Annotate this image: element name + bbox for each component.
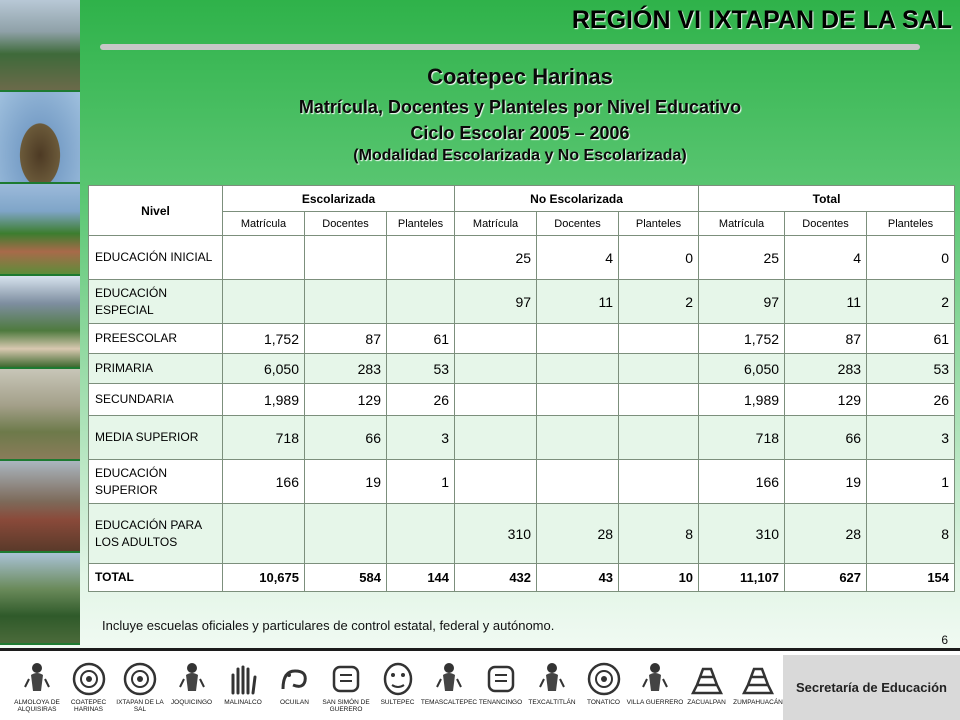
level-cell: EDUCACIÓN PARA LOS ADULTOS <box>89 504 223 564</box>
seal-icon <box>69 661 109 697</box>
seal-icon <box>584 661 624 697</box>
value-cell: 25 <box>455 236 537 280</box>
value-cell: 53 <box>387 354 455 384</box>
value-cell: 6,050 <box>223 354 305 384</box>
municipality-name: TEXCALTITLÁN <box>528 699 576 706</box>
glyph-icon <box>481 661 521 697</box>
total-label: TOTAL <box>89 564 223 592</box>
municipality-logo <box>626 661 684 706</box>
value-cell <box>537 354 619 384</box>
face-icon <box>378 661 418 697</box>
value-cell: 26 <box>867 384 955 416</box>
value-cell <box>305 504 387 564</box>
level-cell: SECUNDARIA <box>89 384 223 416</box>
value-cell: 19 <box>305 460 387 504</box>
municipality-name: TONATICO <box>587 699 620 706</box>
value-cell <box>305 236 387 280</box>
photo-strip <box>0 0 80 645</box>
value-cell <box>619 354 699 384</box>
municipality-name: TEMASCALTEPEC <box>420 699 478 706</box>
table-row <box>89 324 955 354</box>
value-cell <box>223 280 305 324</box>
value-cell <box>537 324 619 354</box>
value-cell: 1,752 <box>223 324 305 354</box>
column-header: Matrícula <box>223 212 305 236</box>
municipality-name: VILLA GUERRERO <box>626 699 684 706</box>
municipality-logo <box>523 661 581 706</box>
total-cell: 11,107 <box>699 564 785 592</box>
town-photo <box>0 276 80 368</box>
value-cell <box>619 460 699 504</box>
value-cell: 129 <box>305 384 387 416</box>
value-cell <box>387 504 455 564</box>
value-cell: 8 <box>619 504 699 564</box>
total-cell: 10 <box>619 564 699 592</box>
municipality-name: COATEPEC HARINAS <box>70 699 107 713</box>
value-cell: 718 <box>223 416 305 460</box>
figure-icon <box>17 661 57 697</box>
value-cell: 19 <box>785 460 867 504</box>
column-header: Planteles <box>387 212 455 236</box>
header-divider <box>100 44 920 50</box>
value-cell: 6,050 <box>699 354 785 384</box>
value-cell: 11 <box>785 280 867 324</box>
value-cell <box>305 280 387 324</box>
table-row <box>89 280 955 324</box>
value-cell: 66 <box>305 416 387 460</box>
value-cell: 166 <box>223 460 305 504</box>
municipality-logo <box>111 661 169 713</box>
value-cell: 97 <box>455 280 537 324</box>
value-cell: 283 <box>305 354 387 384</box>
total-cell: 10,675 <box>223 564 305 592</box>
municipality-name: SAN SIMÓN DE GUERERO <box>322 699 370 713</box>
column-header: Docentes <box>785 212 867 236</box>
municipality-name: IXTAPAN DE LA SAL <box>116 699 164 713</box>
level-cell: PRIMARIA <box>89 354 223 384</box>
group-header-total: Total <box>699 186 955 212</box>
municipality-name: ZACUALPAN <box>687 699 726 706</box>
column-header: Matrícula <box>455 212 537 236</box>
total-cell: 154 <box>867 564 955 592</box>
municipality-name: OCUILAN <box>280 699 309 706</box>
value-cell: 25 <box>699 236 785 280</box>
serpent-icon <box>275 661 315 697</box>
level-cell: PREESCOLAR <box>89 324 223 354</box>
municipality-logo <box>369 661 427 706</box>
value-cell: 28 <box>537 504 619 564</box>
level-cell: EDUCACIÓN INICIAL <box>89 236 223 280</box>
glyph-icon <box>326 661 366 697</box>
column-header: Matrícula <box>699 212 785 236</box>
municipality-logo <box>575 661 633 706</box>
value-cell: 53 <box>867 354 955 384</box>
value-cell: 4 <box>785 236 867 280</box>
value-cell: 97 <box>699 280 785 324</box>
value-cell: 283 <box>785 354 867 384</box>
landscape-photo <box>0 461 80 553</box>
modality-note: (Modalidad Escolarizada y No Escolarizada) <box>353 147 687 164</box>
value-cell: 28 <box>785 504 867 564</box>
value-cell: 87 <box>785 324 867 354</box>
figure-icon <box>172 661 212 697</box>
value-cell <box>537 460 619 504</box>
column-header: Docentes <box>537 212 619 236</box>
column-header: Docentes <box>305 212 387 236</box>
value-cell: 310 <box>699 504 785 564</box>
value-cell: 3 <box>387 416 455 460</box>
column-header: Planteles <box>867 212 955 236</box>
value-cell <box>455 416 537 460</box>
municipality-logo <box>60 661 118 713</box>
value-cell: 2 <box>619 280 699 324</box>
table-row <box>89 354 955 384</box>
value-cell: 1 <box>387 460 455 504</box>
value-cell <box>223 236 305 280</box>
municipality-name: ZUMPAHUACÁN <box>733 699 783 706</box>
value-cell: 0 <box>619 236 699 280</box>
municipality-logo <box>317 661 375 713</box>
level-cell: EDUCACIÓN SUPERIOR <box>89 460 223 504</box>
municipality-logo <box>163 661 221 706</box>
landscape-photo <box>0 553 80 645</box>
municipality-logo <box>214 661 272 706</box>
page-number: 6 <box>941 633 948 647</box>
town-photo <box>0 0 80 92</box>
level-cell: EDUCACIÓN ESPECIAL <box>89 280 223 324</box>
mountain-photo <box>0 92 80 184</box>
value-cell <box>455 324 537 354</box>
table-row <box>89 384 955 416</box>
table-body <box>89 236 955 592</box>
pyramid-icon <box>687 661 727 697</box>
value-cell: 4 <box>537 236 619 280</box>
value-cell: 718 <box>699 416 785 460</box>
table-row <box>89 504 955 564</box>
value-cell: 1,989 <box>699 384 785 416</box>
total-cell: 627 <box>785 564 867 592</box>
value-cell <box>619 384 699 416</box>
municipality-name: TENANCINGO <box>478 699 523 706</box>
municipality-logo <box>678 661 736 706</box>
seal-icon <box>120 661 160 697</box>
municipality-logo <box>420 661 478 706</box>
value-cell: 61 <box>867 324 955 354</box>
value-cell: 0 <box>867 236 955 280</box>
municipality-logo <box>472 661 530 706</box>
total-cell: 43 <box>537 564 619 592</box>
table-row <box>89 236 955 280</box>
municipality-logo <box>729 661 787 706</box>
landscape-photo <box>0 369 80 461</box>
value-cell <box>223 504 305 564</box>
total-row <box>89 564 955 592</box>
municipality-name: JOQUICINGO <box>170 699 213 706</box>
total-cell: 144 <box>387 564 455 592</box>
value-cell: 1,752 <box>699 324 785 354</box>
value-cell <box>619 416 699 460</box>
total-cell: 584 <box>305 564 387 592</box>
value-cell <box>619 324 699 354</box>
region-title: REGIÓN VI IXTAPAN DE LA SAL <box>571 6 952 34</box>
value-cell: 166 <box>699 460 785 504</box>
value-cell <box>455 460 537 504</box>
municipality-name: MALINALCO <box>224 699 262 706</box>
value-cell <box>537 416 619 460</box>
group-header-escolarizada: Escolarizada <box>223 186 455 212</box>
value-cell: 3 <box>867 416 955 460</box>
municipality-name: ALMOLOYA DE ALQUISIRAS <box>14 699 60 713</box>
school-cycle: Ciclo Escolar 2005 – 2006 <box>410 123 630 143</box>
value-cell: 1,989 <box>223 384 305 416</box>
value-cell: 2 <box>867 280 955 324</box>
group-header-no-escolarizada: No Escolarizada <box>455 186 699 212</box>
pyramid-icon <box>738 661 778 697</box>
secretaria-label: Secretaría de Educación <box>783 655 960 720</box>
figure-icon <box>532 661 572 697</box>
value-cell <box>455 354 537 384</box>
table-row <box>89 416 955 460</box>
footnote: Incluye escuelas oficiales y particulares de control estatal, federal y autónomo. <box>102 618 555 633</box>
education-table <box>88 185 955 592</box>
value-cell <box>455 384 537 416</box>
value-cell: 66 <box>785 416 867 460</box>
municipality-logo <box>266 661 324 706</box>
level-cell: MEDIA SUPERIOR <box>89 416 223 460</box>
value-cell <box>387 280 455 324</box>
value-cell: 129 <box>785 384 867 416</box>
value-cell: 61 <box>387 324 455 354</box>
column-header-level: Nivel <box>89 186 223 236</box>
table-row <box>89 460 955 504</box>
value-cell <box>537 384 619 416</box>
total-cell: 432 <box>455 564 537 592</box>
value-cell: 1 <box>867 460 955 504</box>
column-header: Planteles <box>619 212 699 236</box>
figure-icon <box>635 661 675 697</box>
page-subtitle: Matrícula, Docentes y Planteles por Nivel Educativo <box>298 97 742 117</box>
value-cell: 11 <box>537 280 619 324</box>
figure-icon <box>429 661 469 697</box>
municipality-name: SULTEPEC <box>380 699 415 706</box>
value-cell: 87 <box>305 324 387 354</box>
hand-icon <box>223 661 263 697</box>
value-cell: 8 <box>867 504 955 564</box>
value-cell <box>387 236 455 280</box>
municipality-title: Coatepec Harinas <box>427 64 613 89</box>
town-photo <box>0 184 80 276</box>
value-cell: 26 <box>387 384 455 416</box>
municipality-logo <box>8 661 66 713</box>
value-cell: 310 <box>455 504 537 564</box>
